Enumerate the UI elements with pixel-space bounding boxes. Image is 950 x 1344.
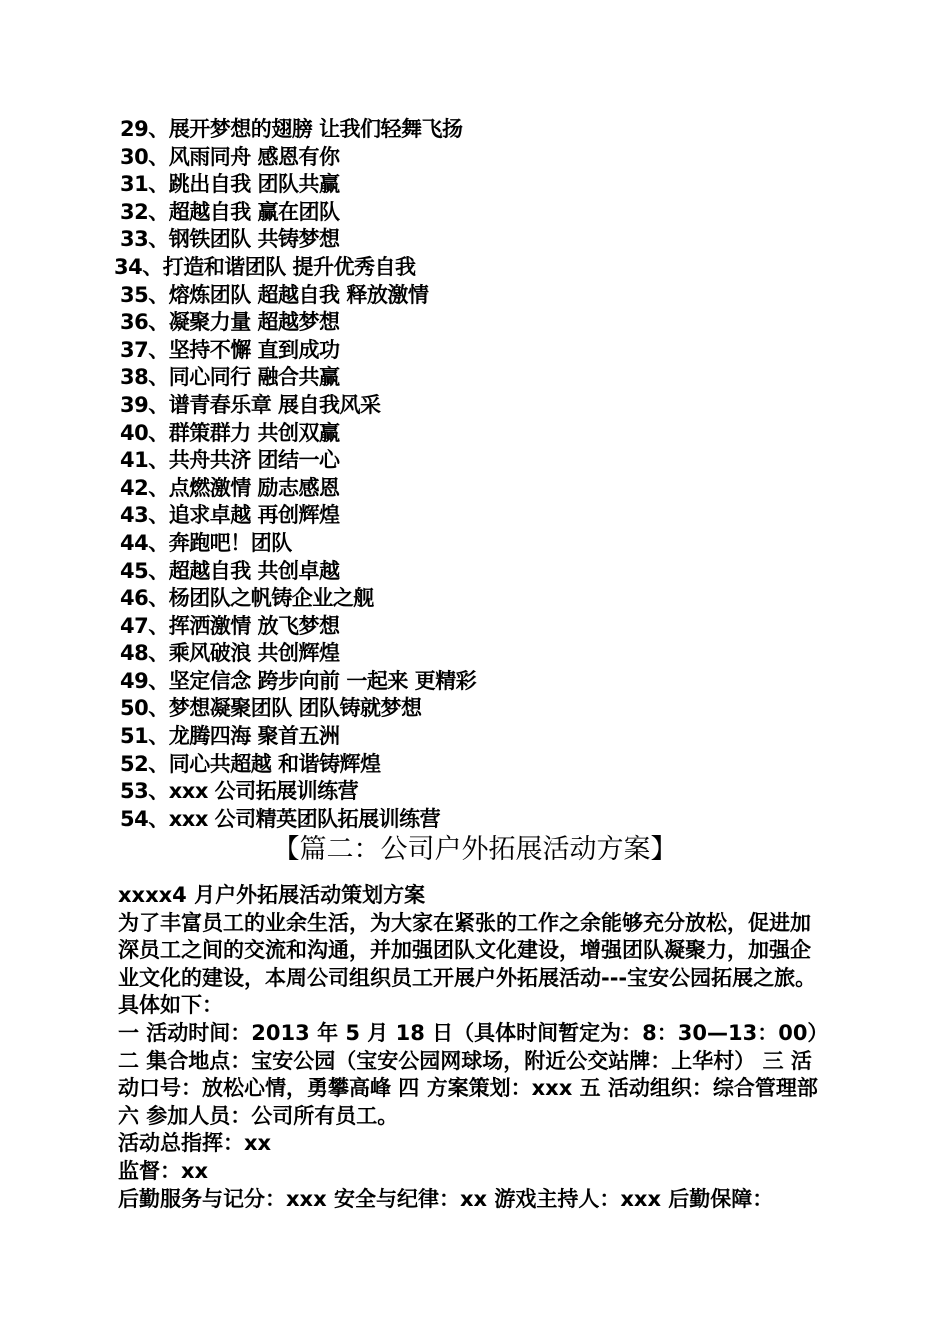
slogan-item: 50、梦想凝聚团队 团队铸就梦想 [120,696,422,721]
slogan-item: 49、坚定信念 跨步向前 一起来 更精彩 [120,668,477,693]
slogan-item: 40、群策群力 共创双赢 [120,420,340,445]
slogan-item: 31、跳出自我 团队共赢 [120,172,340,197]
plan-details: 一 活动时间：2013 年 5 月 18 日（具体时间暂定为：8：30—13：00） 二 集合地点：宝安公园（宝安公园网球场，附近公交站牌：上华村） 三 活动口号：放松心情，勇攀高峰 四 方案策划：xxx 五 活动组织：综合管理部 六 参加人员：公司所有员工。 [118,1020,829,1128]
slogan-item: 35、熔炼团队 超越自我 释放激情 [120,282,429,307]
slogan-item: 32、超越自我 赢在团队 [120,199,340,224]
slogan-item: 44、奔跑吧！团队 [120,530,292,555]
section-heading: 【篇二：公司户外拓展活动方案】 [272,834,678,865]
slogan-item: 30、风雨同舟 感恩有你 [120,144,340,169]
slogan-item: 36、凝聚力量 超越梦想 [120,310,340,335]
slogan-item: 43、追求卓越 再创辉煌 [120,503,340,528]
slogan-item: 39、谱青春乐章 展自我风采 [120,392,381,417]
slogan-item: 53、xxx 公司拓展训练营 [120,779,359,804]
plan-supervisor: 监督：xx [118,1158,209,1183]
slogan-item: 54、xxx 公司精英团队拓展训练营 [120,806,441,831]
slogan-item: 37、坚持不懈 直到成功 [120,337,340,362]
slogan-item: 48、乘风破浪 共创辉煌 [120,641,340,666]
slogan-item: 38、同心同行 融合共赢 [120,365,340,390]
plan-logistics: 后勤服务与记分：xxx 安全与纪律：xx 游戏主持人：xxx 后勤保障： [118,1186,774,1211]
slogan-item: 29、展开梦想的翅膀 让我们轻舞飞扬 [120,117,463,141]
slogan-item: 46、杨团队之帆铸企业之舰 [120,586,374,611]
slogan-item: 33、钢铁团队 共铸梦想 [120,227,340,252]
slogan-item: 42、点燃激情 励志感恩 [120,475,340,500]
slogan-item: 34、打造和谐团队 提升优秀自我 [114,254,416,279]
plan-commander: 活动总指挥：xx [118,1131,272,1156]
slogan-item: 51、龙腾四海 聚首五洲 [120,724,340,749]
plan-title: xxxx4 月户外拓展活动策划方案 [118,883,426,907]
slogan-item: 45、超越自我 共创卓越 [120,558,340,583]
slogan-item: 41、共舟共济 团结一心 [120,448,340,473]
plan-intro: 为了丰富员工的业余生活，为大家在紧张的工作之余能够充分放松，促进加深员工之间的交流和沟通，并加强团队文化建设，增强团队凝聚力，加强企业文化的建设，本周公司组织员工开展户外拓展活动---宝安公园拓展之旅。具体如下： [118,910,817,1018]
slogan-item: 47、挥洒激情 放飞梦想 [120,613,340,638]
plan-body [118,882,830,1213]
slogan-list [114,116,880,833]
slogan-item: 52、同心共超越 和谐铸辉煌 [120,751,381,776]
